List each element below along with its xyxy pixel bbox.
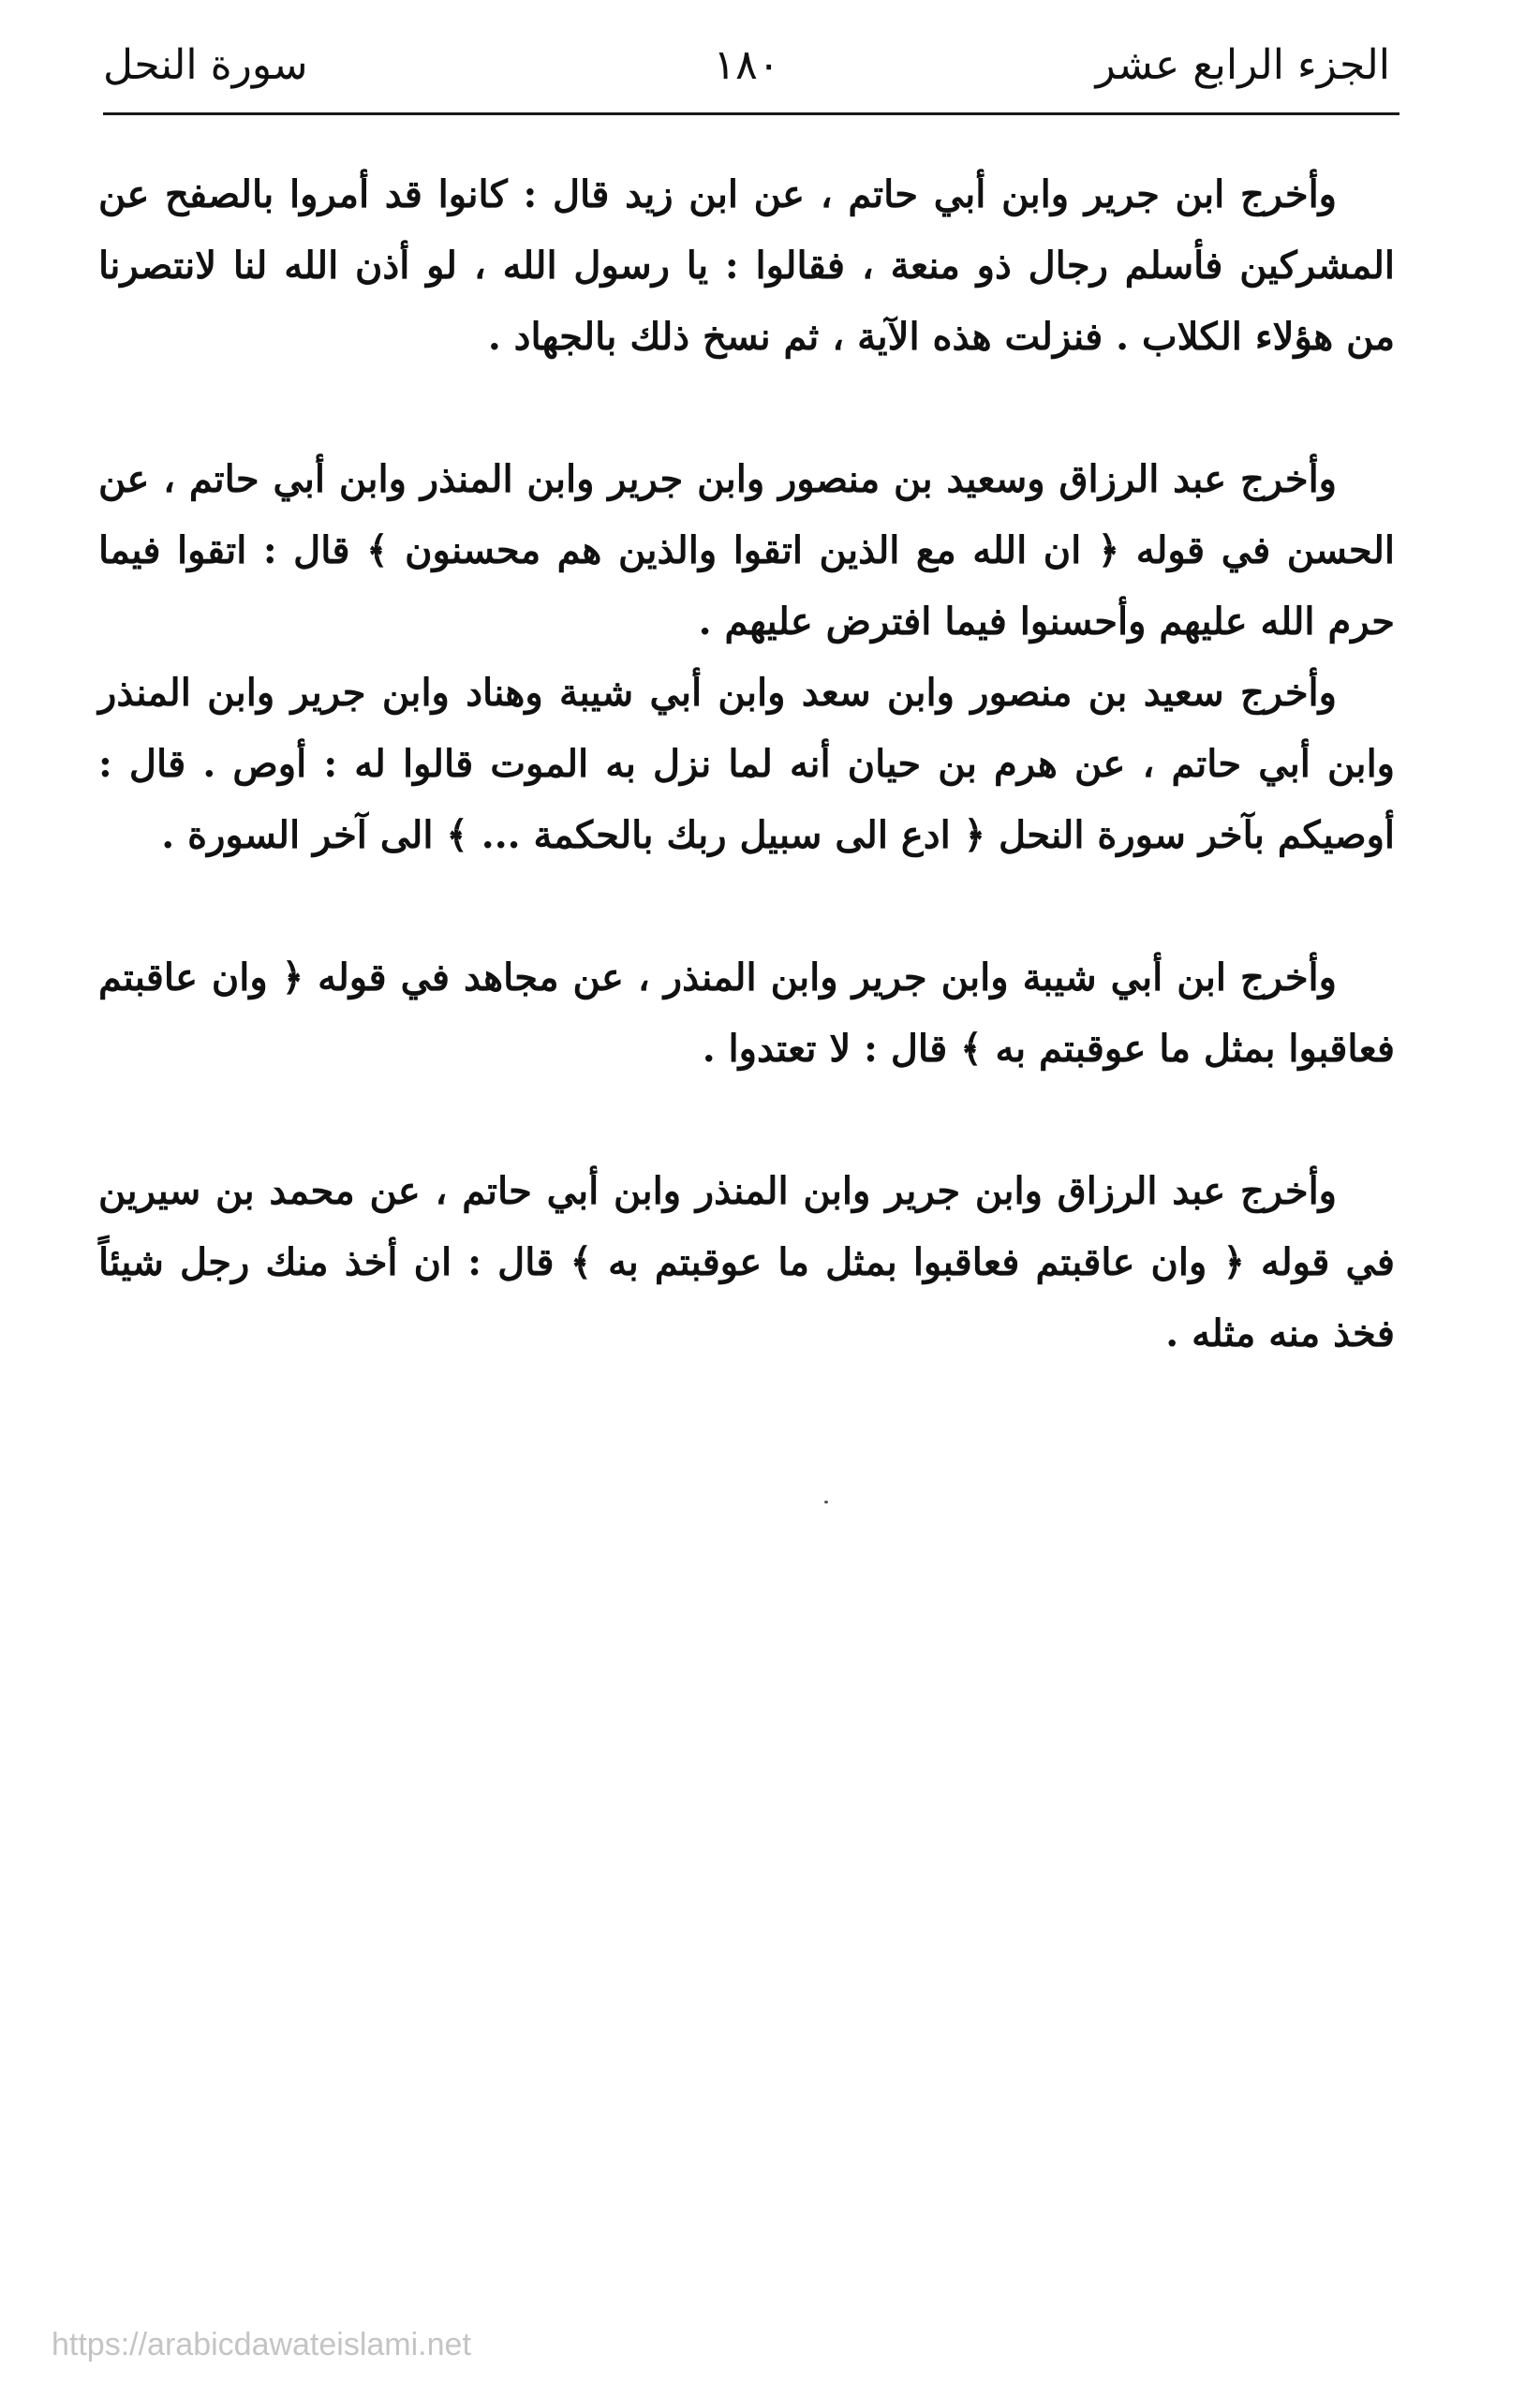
watermark-url: https://arabicdawateislami.net: [52, 2327, 471, 2362]
surah-title: سورة النحل: [103, 41, 308, 89]
page-body: [98, 159, 1395, 1370]
part-title: الجزء الرابع عشر: [1095, 41, 1390, 89]
page-header: [103, 28, 1390, 103]
header-divider: [103, 112, 1399, 115]
paragraph-1: وأخرج ابن جرير وابن أبي حاتم ، عن ابن زيد قال : كانوا قد أمروا بالصفح عن المشركين فأسلم رجال ذو منعة ، فقالوا : يا رسول الله ، لو أذن الله لنا لانتصرنا من هؤلاء الكلاب . فنزلت هذه الآية ، ثم نسخ ذلك بالجهاد .: [98, 172, 1395, 359]
page-number: ١٨٠: [713, 41, 780, 89]
paragraph-5: وأخرج عبد الرزاق وابن جرير وابن المنذر وابن أبي حاتم ، عن محمد بن سيرين في قوله ﴿ وان عاقبتم فعاقبوا بمثل ما عوقبتم به ﴾ قال : ان أخذ منك رجل شيئاً فخذ منه مثله .: [98, 1169, 1395, 1355]
paragraph-2: وأخرج عبد الرزاق وسعيد بن منصور وابن جرير وابن المنذر وابن أبي حاتم ، عن الحسن في قوله ﴿ ان الله مع الذين اتقوا والذين هم محسنون ﴾ قال : اتقوا فيما حرم الله عليهم وأحسنوا فيما افترض عليهم .: [98, 457, 1395, 644]
paragraph-4: وأخرج ابن أبي شيبة وابن جرير وابن المنذر ، عن مجاهد في قوله ﴿ وان عاقبتم فعاقبوا بمثل ما عوقبتم به ﴾ قال : لا تعتدوا .: [98, 955, 1395, 1071]
scan-speck: [824, 1501, 828, 1503]
paragraph-3: وأخرج سعيد بن منصور وابن سعد وابن أبي شيبة وهناد وابن جرير وابن المنذر وابن أبي حاتم ، عن هرم بن حيان أنه لما نزل به الموت قالوا له : أوص . قال : أوصيكم بآخر سورة النحل ﴿ ادع الى سبيل ربك بالحكمة ... ﴾ الى آخر السورة .: [98, 671, 1395, 857]
